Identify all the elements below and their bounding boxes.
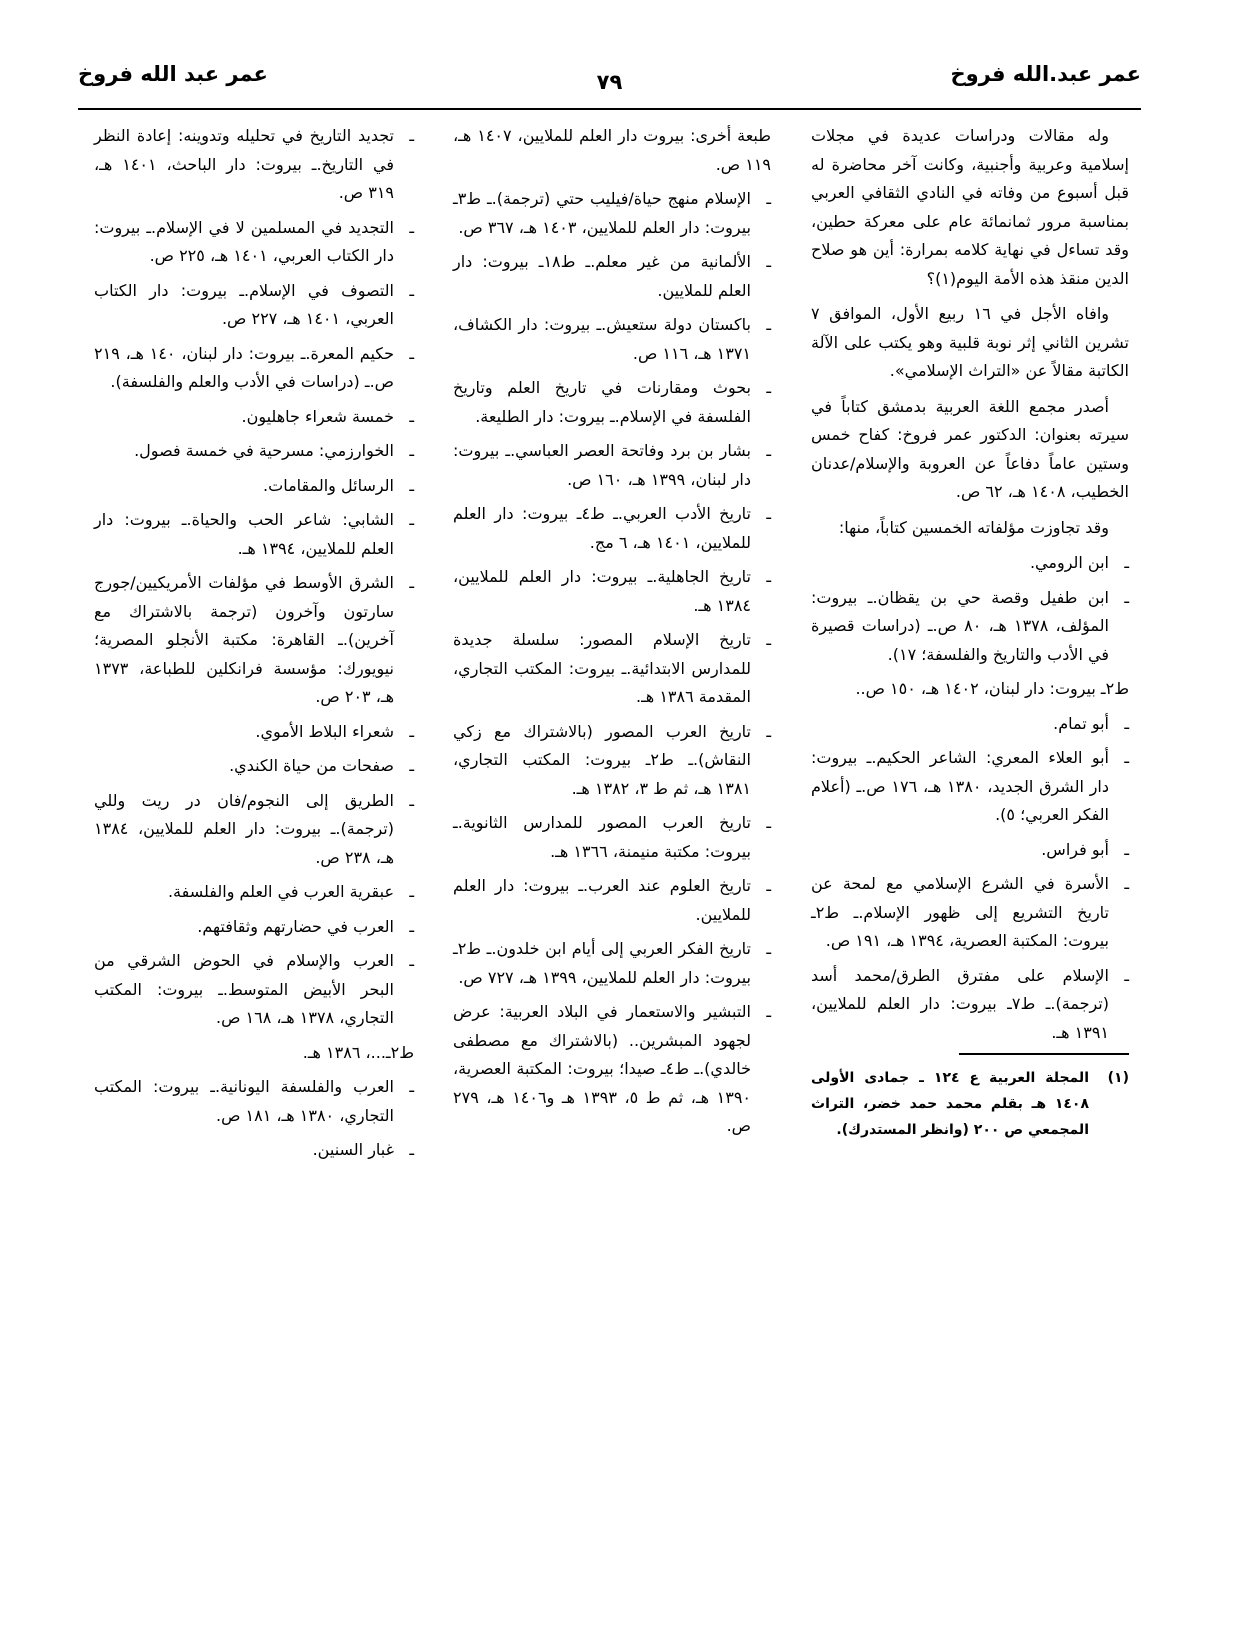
bibliography-entry: ـ التجديد في المسلمين لا في الإسلام.ـ بيروت: دار الكتاب العربي، ١٤٠١ هـ، ٢٢٥ ص. xyxy=(94,214,414,271)
bibliography-entry: ـ العرب والفلسفة اليونانية.ـ بيروت: المكتب التجاري، ١٣٨٠ هـ، ١٨١ ص. xyxy=(94,1073,414,1130)
bio-paragraph: وله مقالات ودراسات عديدة في مجلات إسلامية وعربية وأجنبية، وكانت آخر محاضرة له قبل أسبوع من وفاته في النادي الثقافي العربي بمناسبة مرور ثمانمائة عام على معركة حطين، وقد تساءل في نهاية كلامه بمرارة: أين هو صلاح الدين منقذ هذه الأمة اليوم(١)؟ xyxy=(811,126,1129,288)
bibliography-entry: ـ الطريق إلى النجوم/فان در ريت وللي (ترجمة).ـ بيروت: دار العلم للملايين، ١٣٨٤ هـ، ٢٣٨ ص. xyxy=(94,787,414,873)
bibliography-entry: ـ الإسلام منهج حياة/فيليب حتي (ترجمة).ـ ط٣ـ بيروت: دار العلم للملايين، ١٤٠٣ هـ، ٣٦٧ ص. xyxy=(453,185,771,242)
works-list-middle xyxy=(453,122,771,1141)
bibliography-entry: ـ شعراء البلاط الأموي. xyxy=(94,718,414,747)
header-rule xyxy=(78,108,1141,110)
bibliography-entry: ـ تاريخ العرب المصور (بالاشتراك مع زكي النقاش).ـ ط٢ـ بيروت: المكتب التجاري، ١٣٨١ هـ، ثم ط ٣، ١٣٨٢ هـ. xyxy=(453,718,771,804)
bibliography-entry: ـ العرب في حضارتهم وثقافتهم. xyxy=(94,913,414,942)
bibliography-entry: ـ الشابي: شاعر الحب والحياة.ـ بيروت: دار العلم للملايين، ١٣٩٤ هـ. xyxy=(94,506,414,563)
bibliography-entry: ـ غبار السنين. xyxy=(94,1136,414,1165)
right-column xyxy=(811,122,1129,1143)
bibliography-entry: ـ تاريخ الجاهلية.ـ بيروت: دار العلم للملايين، ١٣٨٤ هـ. xyxy=(453,563,771,620)
running-head-right: عمر عبد.الله فروخ xyxy=(950,62,1141,86)
bibliography-entry: ـ تاريخ الفكر العربي إلى أيام ابن خلدون.ـ ط٢ـ بيروت: دار العلم للملايين، ١٣٩٩ هـ، ٧٢٧ ص. xyxy=(453,935,771,992)
edition-note: ط٢ـ...، ١٣٨٦ هـ. xyxy=(302,1042,414,1062)
running-head-left: عمر عبد الله فروخ xyxy=(78,62,268,86)
bibliography-entry: ـ أبو العلاء المعري: الشاعر الحكيم.ـ بيروت: دار الشرق الجديد، ١٣٨٠ هـ، ١٧٦ ص.ـ (أعلام الفكر العربي؛ ٥). xyxy=(811,744,1129,830)
bibliography-entry: ـ التبشير والاستعمار في البلاد العربية: عرض لجهود المبشرين.. (بالاشتراك مع مصطفى خالدي).ـ ط٤ـ صيدا؛ بيروت: المكتبة العصرية، ١٣٩٠ هـ، ثم ط ٥، ١٣٩٣ هـ و١٤٠٦ هـ، ٢٧٩ ص. xyxy=(453,998,771,1141)
bibliography-entry: ـ أبو فراس. xyxy=(811,836,1129,865)
edition-note: طبعة أخرى: بيروت دار العلم للملايين، ١٤٠٧ هـ، ١١٩ ص. xyxy=(453,126,771,174)
bibliography-entry: ـ تاريخ العرب المصور للمدارس الثانوية.ـ بيروت: مكتبة منيمنة، ١٣٦٦ هـ. xyxy=(453,809,771,866)
bibliography-entry: ـ خمسة شعراء جاهليون. xyxy=(94,403,414,432)
left-column xyxy=(94,122,414,1171)
bio-paragraph: وقد تجاوزت مؤلفاته الخمسين كتاباً، منها: xyxy=(838,517,1109,537)
bibliography-entry: ـ العرب والإسلام في الحوض الشرقي من البحر الأبيض المتوسط.ـ بيروت: المكتب التجاري، ١٣٧٨ هـ، ١٦٨ ص. xyxy=(94,947,414,1033)
footnote xyxy=(811,1065,1129,1143)
bibliography-entry: ـ الإسلام على مفترق الطرق/محمد أسد (ترجمة).ـ ط٧ـ بيروت: دار العلم للملايين، ١٣٩١ هـ. xyxy=(811,962,1129,1048)
page-number: ٧٩ xyxy=(596,70,623,94)
works-list-left xyxy=(94,122,414,1165)
footnote-text: المجلة العربية ع ١٢٤ ـ جمادى الأولى ١٤٠٨ هـ بقلم محمد حمد خضر، التراث المجمعي ص ٢٠٠ (وانظر المستدرك). xyxy=(811,1070,1089,1138)
bibliography-entry: ـ ابن طفيل وقصة حي بن يقظان.ـ بيروت: المؤلف، ١٣٧٨ هـ، ٨٠ ص.ـ (دراسات قصيرة في الأدب والتاريخ والفلسفة؛ ١٧). xyxy=(811,584,1129,670)
bibliography-entry: ـ التصوف في الإسلام.ـ بيروت: دار الكتاب العربي، ١٤٠١ هـ، ٢٢٧ ص. xyxy=(94,277,414,334)
bibliography-entry: ـ صفحات من حياة الكندي. xyxy=(94,752,414,781)
bibliography-entry: ـ تاريخ الأدب العربي.ـ ط٤ـ بيروت: دار العلم للملايين، ١٤٠١ هـ، ٦ مج. xyxy=(453,500,771,557)
bibliography-entry: ـ بشار بن برد وفاتحة العصر العباسي.ـ بيروت: دار لبنان، ١٣٩٩ هـ، ١٦٠ ص. xyxy=(453,437,771,494)
bibliography-entry: ـ تجديد التاريخ في تحليله وتدوينه: إعادة النظر في التاريخ.ـ بيروت: دار الباحث، ١٤٠١ هـ، ٣١٩ ص. xyxy=(94,122,414,208)
bibliography-entry: ـ عبقرية العرب في العلم والفلسفة. xyxy=(94,878,414,907)
bibliography-entry: ـ الشرق الأوسط في مؤلفات الأمريكيين/جورج سارتون وآخرون (ترجمة بالاشتراك مع آخرين).ـ القاهرة: مكتبة الأنجلو المصرية؛ نيويورك: مؤسسة فرانكلين للطباعة، ١٣٧٣ هـ، ٢٠٣ ص. xyxy=(94,569,414,712)
bio-paragraph: أصدر مجمع اللغة العربية بدمشق كتاباً في سيرته بعنوان: الدكتور عمر فروخ: كفاح خمس وستين عاماً دفاعاً عن العروبة والإسلام/عدنان الخطيب، ١٤٠٨ هـ، ٦٢ ص. xyxy=(811,396,1129,501)
bibliography-entry: ـ باكستان دولة ستعيش.ـ بيروت: دار الكشاف، ١٣٧١ هـ، ١١٦ ص. xyxy=(453,311,771,368)
works-list-right xyxy=(811,549,1129,1047)
bibliography-entry: ـ حكيم المعرة.ـ بيروت: دار لبنان، ١٤٠ هـ، ٢١٩ ص.ـ (دراسات في الأدب والعلم والفلسفة). xyxy=(94,340,414,397)
bibliography-entry: ـ الألمانية من غير معلم.ـ ط١٨ـ بيروت: دار العلم للملايين. xyxy=(453,248,771,305)
bibliography-entry: ـ الخوارزمي: مسرحية في خمسة فصول. xyxy=(94,437,414,466)
bibliography-entry: ـ تاريخ العلوم عند العرب.ـ بيروت: دار العلم للملايين. xyxy=(453,872,771,929)
footnote-marker: (١) xyxy=(1107,1070,1129,1086)
bibliography-entry: ـ الأسرة في الشرع الإسلامي مع لمحة عن تاريخ التشريع إلى ظهور الإسلام.ـ ط٢ـ بيروت: المكتبة العصرية، ١٣٩٤ هـ، ١٩١ ص. xyxy=(811,870,1129,956)
bio-paragraph: وافاه الأجل في ١٦ ربيع الأول، الموافق ٧ تشرين الثاني إثر نوبة قلبية وهو يكتب على الآلة الكاتبة مقالاً عن «التراث الإسلامي». xyxy=(811,304,1129,380)
bibliography-entry: ـ أبو تمام. xyxy=(811,710,1129,739)
bibliography-entry: ـ الرسائل والمقامات. xyxy=(94,472,414,501)
page-header xyxy=(78,62,1141,98)
middle-column xyxy=(453,122,771,1147)
edition-note: ط٢ـ بيروت: دار لبنان، ١٤٠٢ هـ، ١٥٠ ص.. xyxy=(855,679,1129,698)
bibliography-entry: ـ بحوث ومقارنات في تاريخ العلم وتاريخ الفلسفة في الإسلام.ـ بيروت: دار الطليعة. xyxy=(453,374,771,431)
footnote-rule xyxy=(959,1053,1129,1055)
bibliography-entry: ـ ابن الرومي. xyxy=(811,549,1129,578)
bibliography-entry: ـ تاريخ الإسلام المصور: سلسلة جديدة للمدارس الابتدائية.ـ بيروت: المكتب التجاري، المقدمة ١٣٨٦ هـ. xyxy=(453,626,771,712)
